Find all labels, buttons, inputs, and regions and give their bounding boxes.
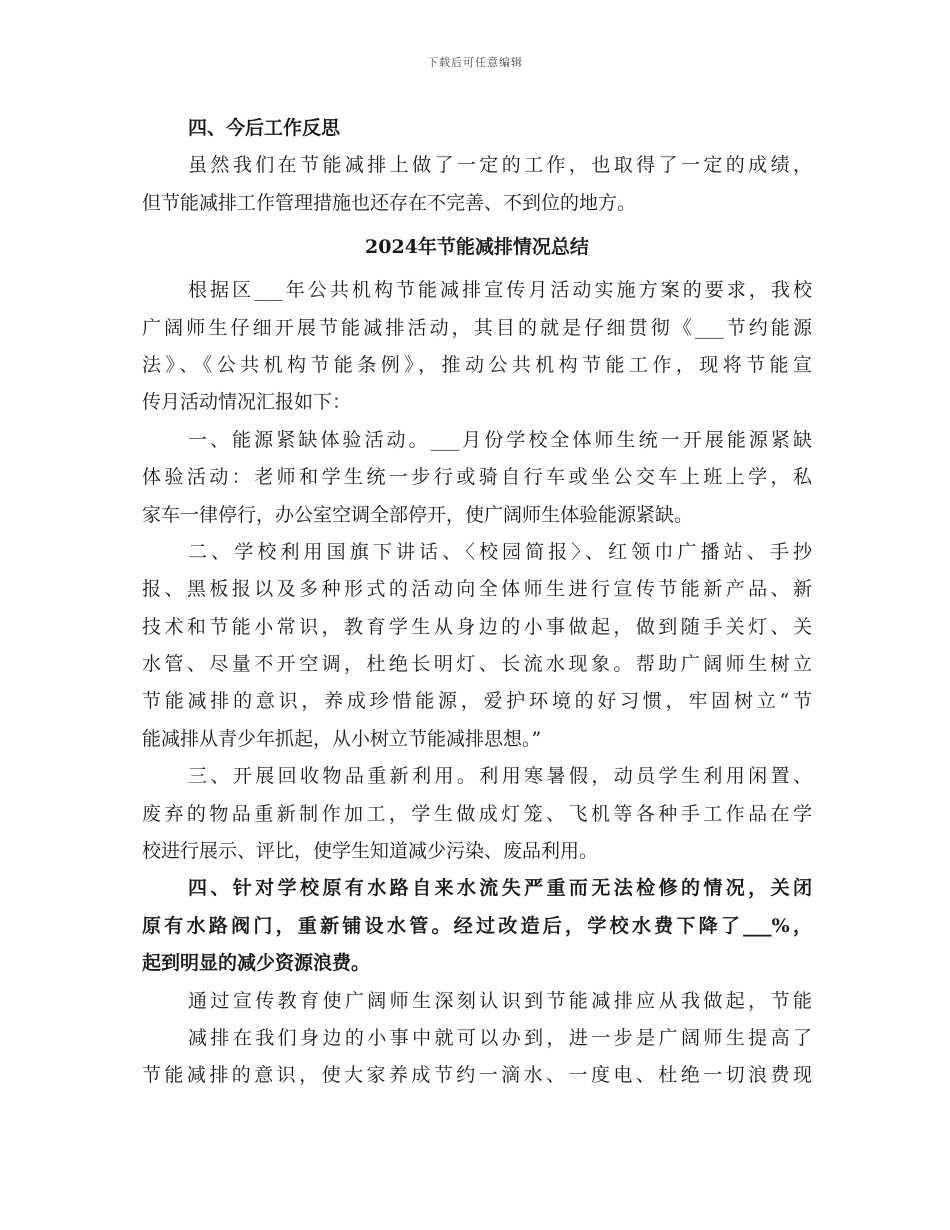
paragraph-line: 二、学校利用国旗下讲话、〈校园简报〉、红领巾广播站、手抄 [188,540,812,563]
paragraph-line: 传月活动情况汇报如下： [142,391,352,414]
paragraph-line-bold: 起到明显的减少资源浪费。 [142,952,371,975]
paragraph-line: 通过宣传教育使广阔师生深刻认识到节能减排应从我做起，节能 [188,989,812,1012]
paragraph-line: 根据区___年公共机构节能减排宣传月活动实施方案的要求，我校 [188,279,812,302]
paragraph-line: 废弃的物品重新制作加工，学生做成灯笼、飞机等各种手工作品在学 [142,802,812,825]
paragraph-line: 水管、尽量不开空调，杜绝长明灯、长流水现象。帮助广阔师生树立 [142,653,812,676]
paragraph-line: 广阔师生仔细开展节能减排活动，其目的就是仔细贯彻《___节约能源 [142,316,812,339]
paragraph-line: 节能减排的意识，养成珍惜能源，爱护环境的好习惯，牢固树立“节 [142,690,812,713]
paragraph-line: 虽然我们在节能减排上做了一定的工作，也取得了一定的成绩， [188,154,812,177]
paragraph-line: 报、黑板报以及多种形式的活动向全体师生进行宣传节能新产品、新 [142,578,812,601]
page-header-note: 下载后可任意编辑 [427,56,523,69]
paragraph-line-bold: 四、针对学校原有水路自来水流失严重而无法检修的情况，关闭 [188,877,812,900]
document-body [142,110,812,1095]
paragraph-line: 法》、《公共机构节能条例》，推动公共机构节能工作，现将节能宣 [142,353,812,376]
paragraph-line: 一、能源紧缺体验活动。___月份学校全体师生统一开展能源紧缺 [188,428,812,451]
paragraph-line: 技术和节能小常识，教育学生从身边的小事做起，做到随手关灯、关 [142,615,812,638]
paragraph-line-bold: 原有水路阀门，重新铺设水管。经过改造后，学校水费下降了___%， [142,914,812,937]
paragraph-line: 校进行展示、评比，使学生知道减少污染、废品利用。 [142,840,599,863]
section-heading-reflection: 四、今后工作反思 [188,117,341,139]
paragraph-line: 节能减排的意识，使大家养成节约一滴水、一度电、杜绝一切浪费现 [142,1064,812,1087]
paragraph-line: 减排在我们身边的小事中就可以办到，进一步是广阔师生提高了 [188,1026,812,1049]
paragraph-line: 家车一律停行，办公室空调全部停开，使广阔师生体验能源紧缺。 [142,503,694,526]
paragraph-line: 但节能减排工作管理措施也还存在不完善、不到位的地方。 [142,191,637,214]
paragraph-line: 三、开展回收物品重新利用。利用寒暑假，动员学生利用闲置、 [188,765,812,788]
document-title: 2024年节能减排情况总结 [365,236,589,259]
paragraph-line: 能减排从青少年抓起，从小树立节能减排思想。” [142,727,542,750]
paragraph-line: 体验活动：老师和学生统一步行或骑自行车或坐公交车上班上学，私 [142,466,812,489]
